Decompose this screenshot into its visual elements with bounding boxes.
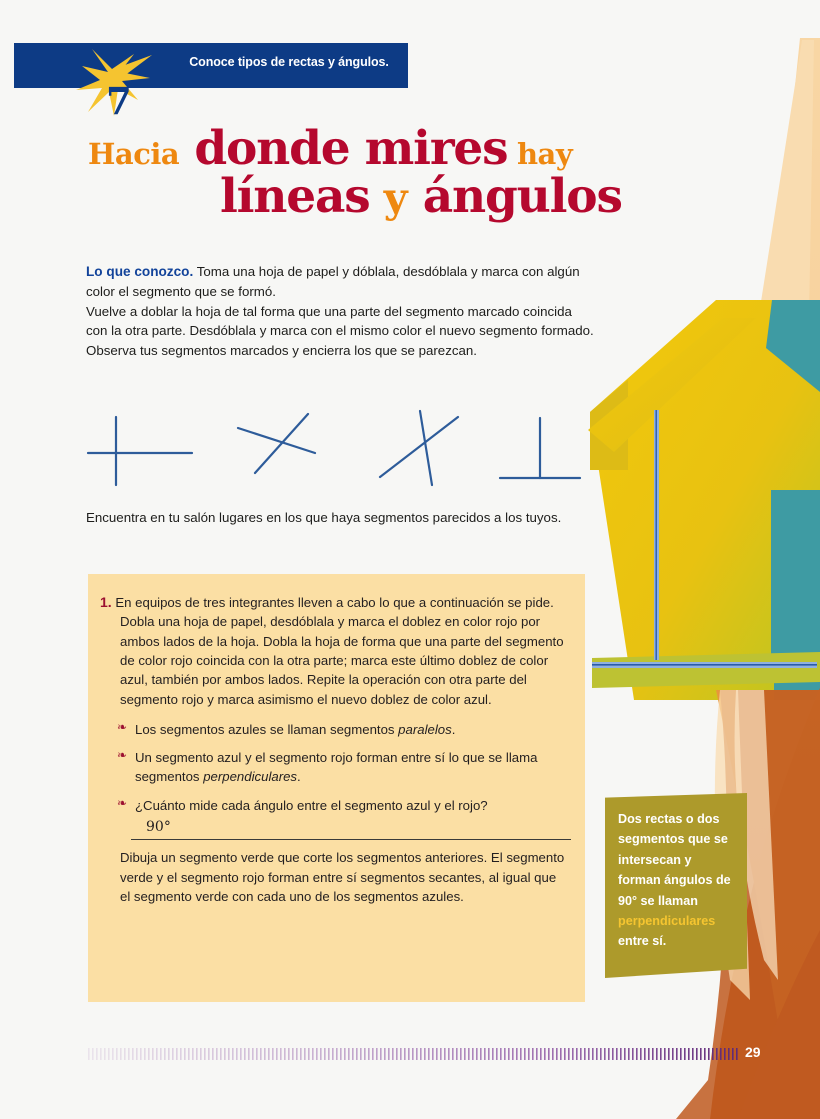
activity-closing-text: Dibuja un segmento verde que corte los segmentos anteriores. El segmento verde y el segmento rojo forman entre sí segmentos secantes, al igual que el segmento verde con cada uno de los segmentos azules. — [120, 850, 565, 904]
intro-paragraph-2: Vuelve a doblar la hoja de tal forma que una parte del segmento marcado coincida con la otra parte. Desdóblala y marca con el mismo color el nuevo segmento formado. — [86, 303, 594, 339]
bullet-text: Un segmento azul y el segmento rojo forman entre sí lo que se llama segmentos — [135, 750, 538, 785]
activity-box — [88, 574, 585, 1002]
floret-bullet-icon: ❧ — [117, 719, 128, 734]
oblique-cross-diagram — [380, 411, 458, 485]
segment-diagrams — [80, 405, 600, 490]
perpendicular-t-diagram — [500, 418, 580, 478]
callout-part2: entre sí. — [618, 934, 667, 949]
activity-item-1 — [100, 592, 570, 612]
activity-paragraph: Dobla una hoja de papel, desdóblala y marca el doblez en color rojo por ambos lados de la hoja. Dobla la hoja de forma que una parte del segmento de color rojo coincida con la otra parte; marca este último doblez de color azul, también por ambos lados. Repite la operación con otra parte del segmento rojo y marca asimismo el nuevo doblez de color azul. — [120, 614, 564, 707]
footer-ruler-ticks — [88, 1047, 738, 1061]
bullet-text-after: . — [451, 721, 456, 737]
lesson-number: 7 — [106, 79, 132, 123]
title-word-angulos: ángulos — [422, 169, 622, 225]
activity-bullet-list — [100, 720, 570, 815]
floret-bullet-icon: ❧ — [117, 748, 128, 763]
after-diagrams-text: Encuentra en tu salón lugares en los que haya segmentos parecidos a los tuyos. — [86, 510, 562, 525]
callout-part1: Dos rectas o dos segmentos que se intersecan y forman ángulos de 90° se llaman — [618, 812, 731, 908]
list-item — [100, 748, 570, 787]
lesson-star-badge — [62, 36, 177, 128]
activity-intro-text: En equipos de tres integrantes lleven a cabo lo que a continuación se pide. — [115, 595, 554, 610]
intro-paragraph-1-text: Toma una hoja de papel y dóblala, desdóblala y marca con algún color el segmento que se formó. — [86, 264, 580, 300]
bullet-text-after: . — [297, 769, 301, 785]
lo-que-conozco-label: Lo que conozco. — [86, 264, 194, 279]
x-diagram — [238, 414, 315, 473]
floret-bullet-icon: ❧ — [117, 795, 128, 810]
callout-text — [618, 809, 736, 952]
answer-rule-line — [131, 839, 571, 840]
lesson-banner-label: Conoce tipos de rectas y ángulos. — [189, 55, 389, 69]
title-word-donde-mires: donde mires — [194, 121, 508, 176]
intro-paragraph-3: Observa tus segmentos marcados y encierra los que se parezcan. — [86, 343, 477, 359]
bullet-text: ¿Cuánto mide cada ángulo entre el segmento azul y el rojo? — [135, 797, 488, 813]
title-word-hay: hay — [516, 137, 573, 171]
title-word-lineas: líneas — [220, 169, 370, 225]
intro-text-block — [86, 262, 594, 361]
page-title — [80, 121, 700, 225]
bullet-italic: paralelos — [398, 721, 452, 737]
cross-diagram — [88, 417, 192, 485]
list-item — [100, 720, 570, 739]
page-number: 29 — [745, 1044, 761, 1060]
answer-row — [100, 817, 570, 837]
definition-callout — [605, 793, 747, 978]
intro-paragraph-1 — [86, 262, 594, 302]
title-word-y: y — [383, 174, 408, 223]
bullet-text: Los segmentos azules se llaman segmentos — [135, 721, 399, 737]
activity-item-number: 1. — [100, 594, 112, 610]
list-item — [100, 796, 570, 815]
bullet-italic: perpendiculares — [203, 769, 298, 785]
callout-highlight: perpendiculares — [618, 913, 716, 928]
title-word-hacia: Hacia — [88, 137, 180, 171]
angle-answer-value[interactable]: 90° — [146, 818, 171, 835]
